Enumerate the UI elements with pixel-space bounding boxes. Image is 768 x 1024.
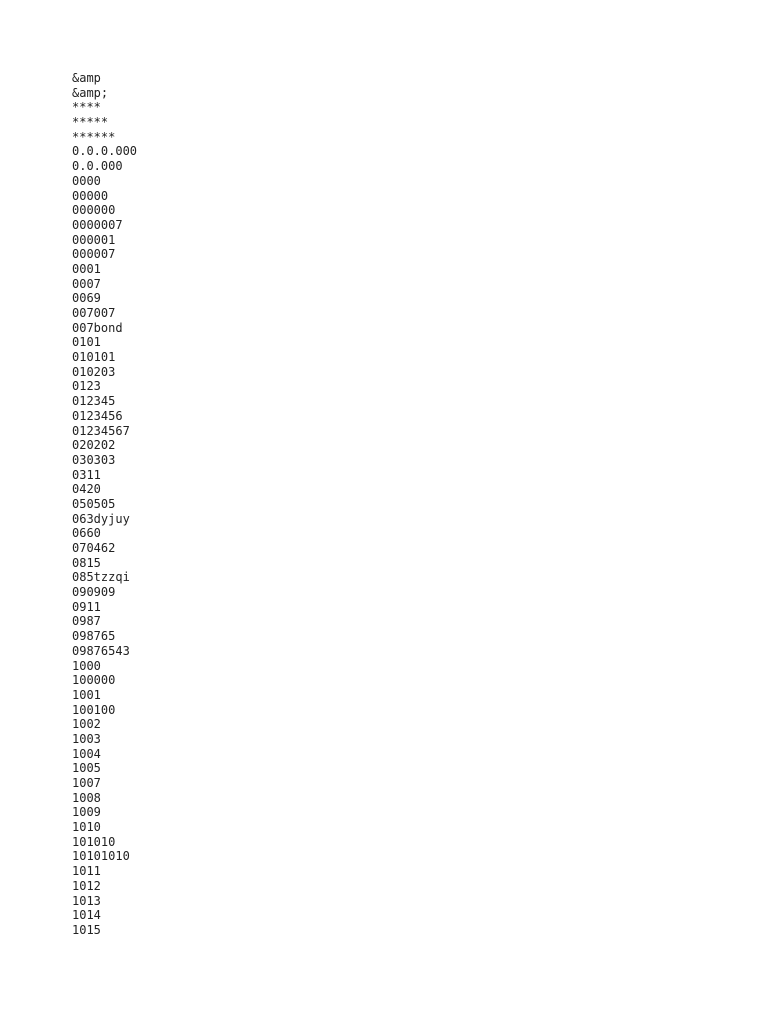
word-list-item: 101010 [72, 834, 116, 849]
word-list-item: 0311 [72, 467, 101, 482]
word-list-item: &amp [72, 71, 101, 85]
word-list-item: 007007 [72, 306, 116, 320]
word-list-item: 1002 [72, 717, 101, 732]
word-list-item: 1011 [72, 864, 101, 879]
word-list-item: 0001 [72, 261, 101, 276]
word-list-item: 0123456 [72, 408, 123, 423]
word-list-item: 0815 [72, 555, 101, 570]
word-list-item: 0660 [72, 526, 101, 541]
word-list-item: 1004 [72, 746, 101, 761]
word-list-item: 085tzzqi [72, 570, 130, 585]
word-list-item: 010203 [72, 364, 116, 379]
word-list-item: 0101 [72, 335, 101, 350]
word-list-item: 0123 [72, 379, 101, 394]
word-list-item: 01234567 [72, 423, 130, 438]
word-list-item: 1014 [72, 908, 101, 923]
word-list-item: 1010 [72, 820, 101, 835]
word-list-item: 0000007 [72, 217, 123, 232]
word-list-item: 0007 [72, 276, 101, 291]
word-list-item: &amp; [72, 85, 109, 100]
word-list-item: 1015 [72, 922, 101, 937]
word-list-item: 063dyjuy [72, 511, 130, 526]
word-list-item: 1009 [72, 805, 101, 820]
word-list-item: 1007 [72, 776, 101, 790]
word-list-item: 100100 [72, 702, 116, 717]
word-list-item: 000007 [72, 247, 116, 262]
word-list-item: ***** [72, 115, 109, 130]
word-list-item: 0.0.000 [72, 159, 123, 174]
word-list-item: 098765 [72, 629, 116, 644]
word-list-item: ****** [72, 129, 116, 144]
word-list-item: 00000 [72, 188, 109, 203]
word-list-item: 0000 [72, 173, 101, 188]
word-list-item: 000000 [72, 203, 116, 218]
word-list-item: 1013 [72, 893, 101, 908]
word-list-item: 000001 [72, 232, 116, 247]
word-list-item: 1000 [72, 658, 101, 673]
word-list-item: 050505 [72, 496, 116, 511]
word-list-item: 0.0.0.000 [72, 144, 138, 159]
word-list-item: 070462 [72, 541, 116, 555]
word-list-item: 10101010 [72, 849, 130, 864]
word-list-item: **** [72, 100, 101, 115]
word-list-item: 09876543 [72, 643, 130, 658]
word-list-item: 007bond [72, 320, 123, 335]
word-list-item: 1005 [72, 761, 101, 776]
word-list-item: 100000 [72, 673, 116, 688]
word-list-item: 1008 [72, 790, 101, 805]
word-list-item: 010101 [72, 350, 116, 365]
word-list-item: 0987 [72, 614, 101, 629]
word-list-item: 1001 [72, 687, 101, 702]
word-list-item: 0911 [72, 599, 101, 614]
word-list-item: 030303 [72, 452, 116, 467]
word-list-item: 090909 [72, 585, 116, 600]
word-list-item: 020202 [72, 438, 116, 453]
word-list-item: 1012 [72, 878, 101, 893]
word-list-item: 1003 [72, 731, 101, 746]
word-list-item: 012345 [72, 394, 116, 409]
word-list-item: 0069 [72, 291, 101, 306]
word-list [72, 71, 137, 938]
word-list-item: 0420 [72, 482, 101, 497]
